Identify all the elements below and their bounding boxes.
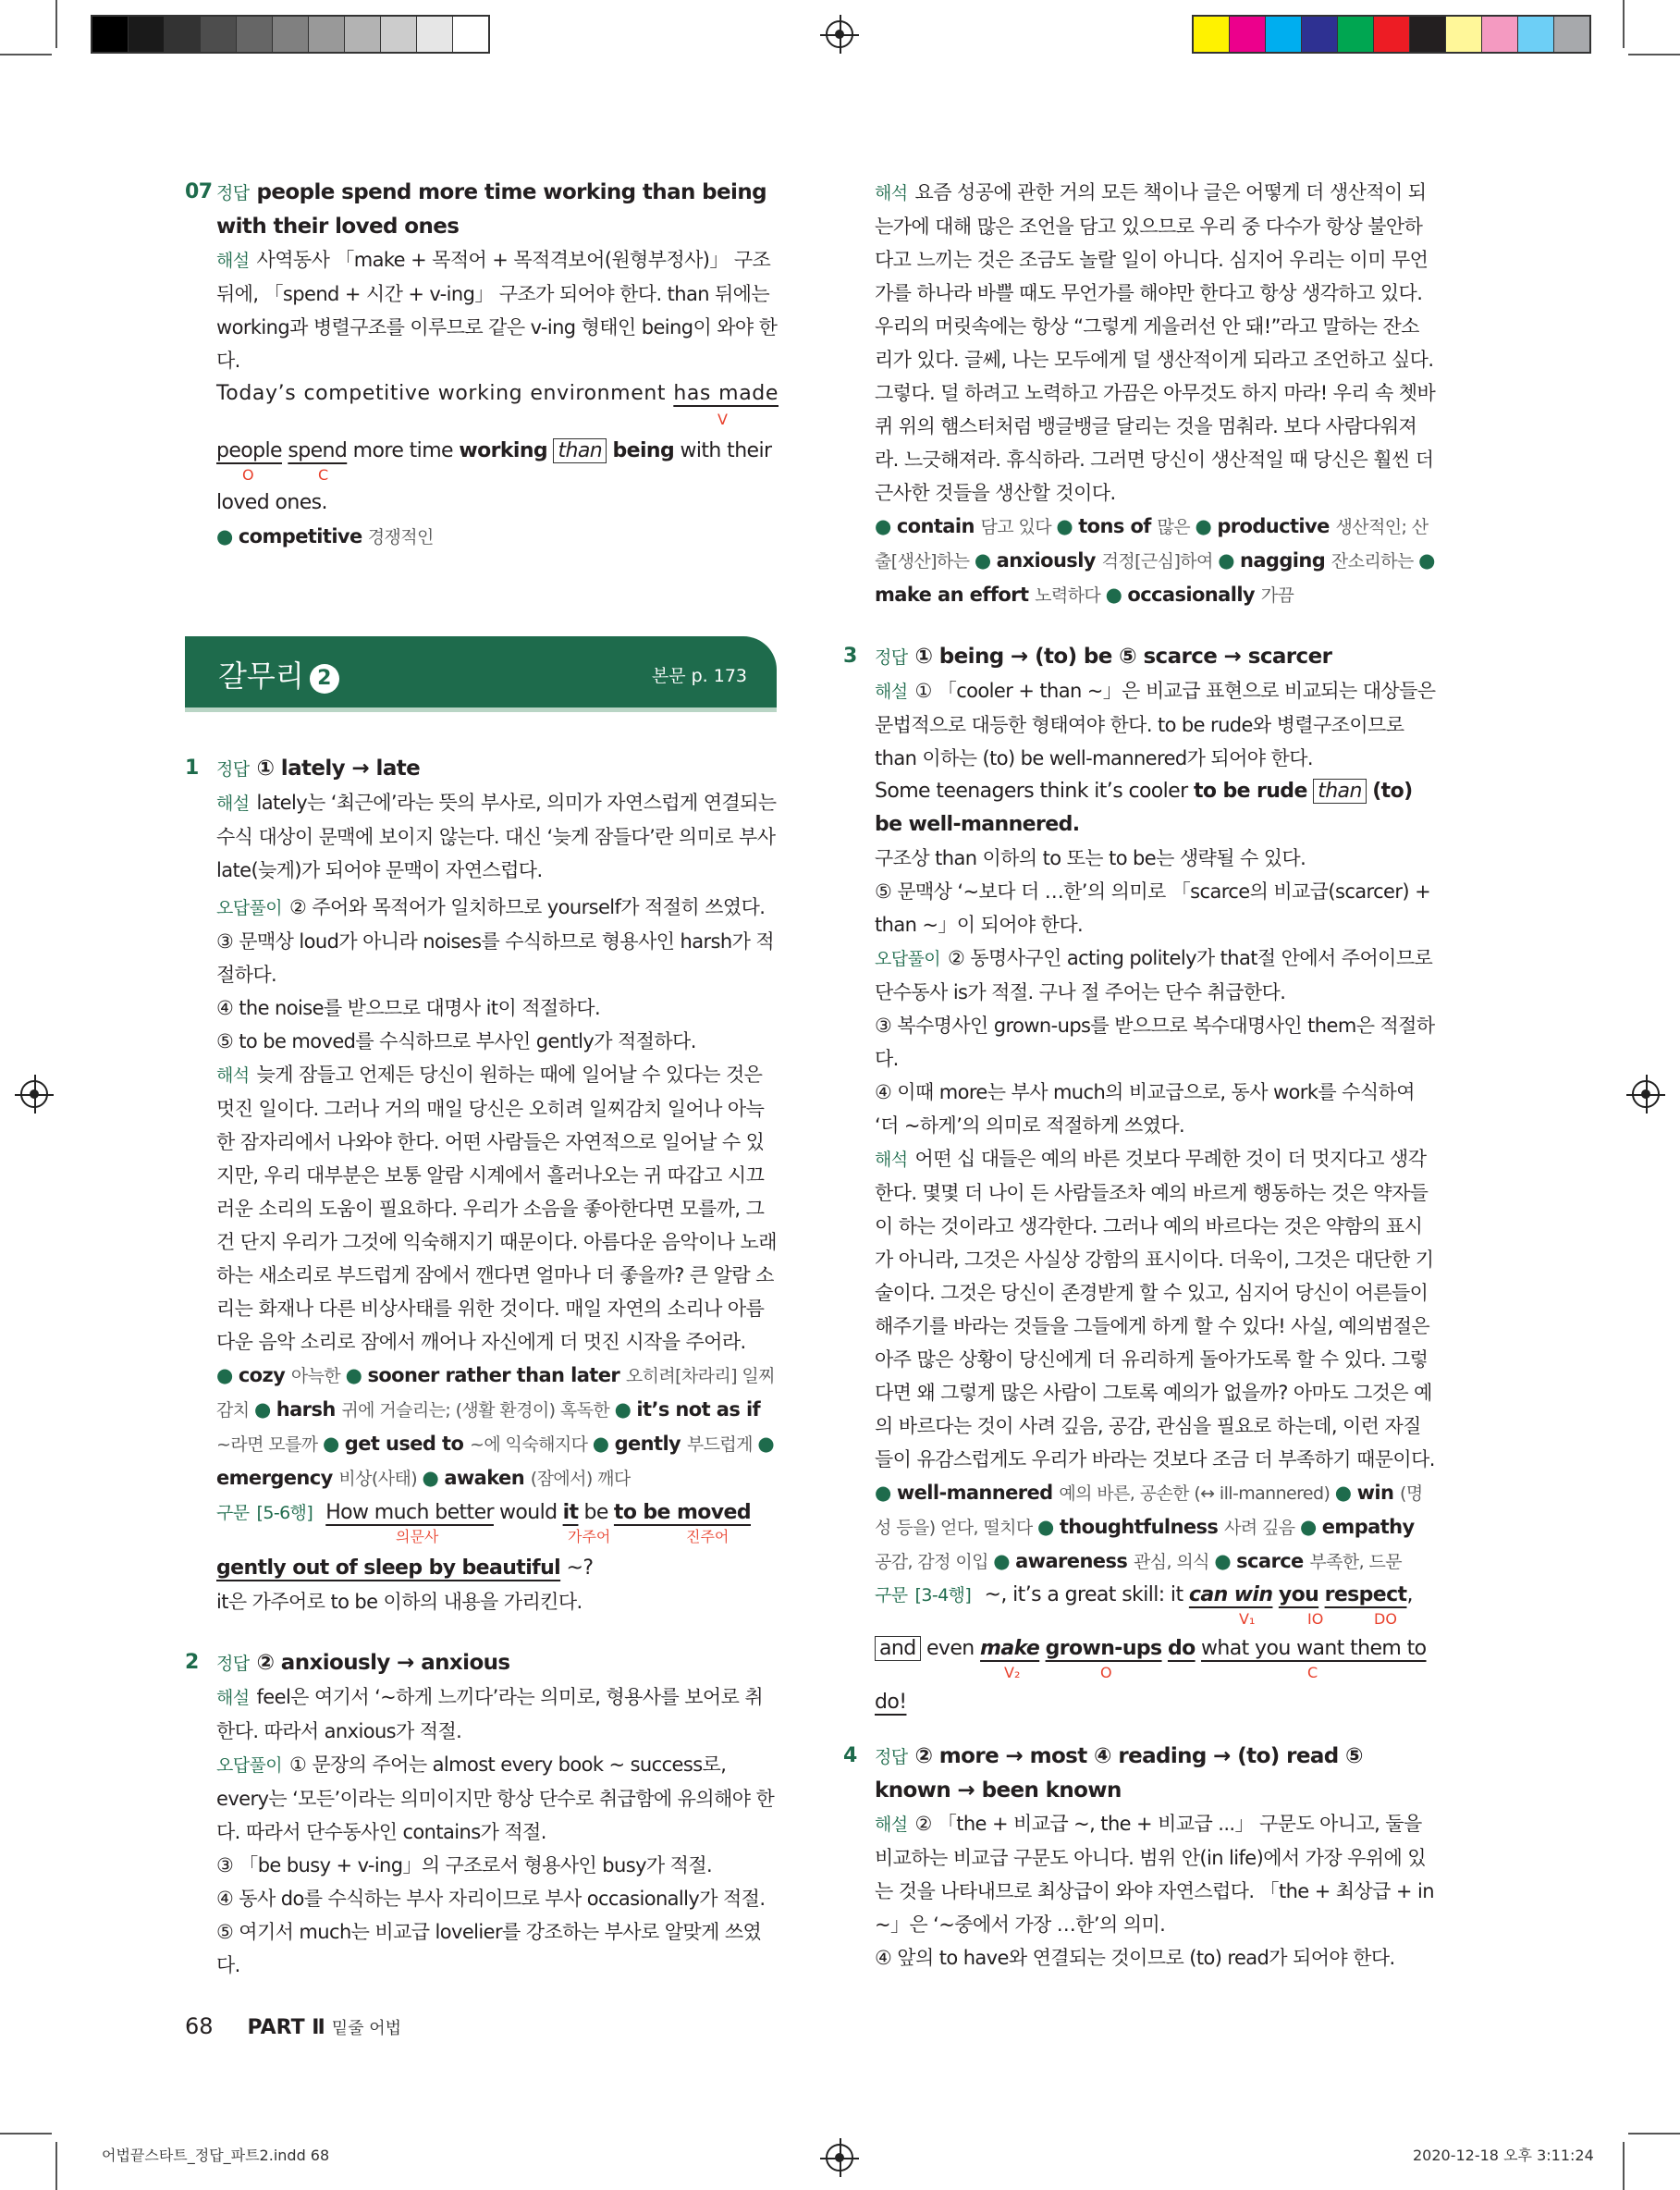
vocab-word: awareness bbox=[1015, 1550, 1134, 1572]
bullet-icon: ● bbox=[345, 1364, 368, 1386]
vocab-gloss: 잔소리하는 bbox=[1331, 551, 1419, 572]
bullet-icon: ● bbox=[757, 1433, 775, 1455]
tag-o: O bbox=[242, 466, 254, 484]
color-swatch bbox=[1194, 17, 1230, 52]
color-swatch bbox=[1374, 17, 1410, 52]
color-swatch bbox=[1554, 17, 1589, 52]
registration-mark-icon bbox=[20, 1080, 48, 1108]
crop-mark bbox=[1623, 0, 1625, 48]
bullet-icon: ● bbox=[875, 1482, 897, 1504]
vocab-gloss: 오히려[차라리] 일찌감치 bbox=[216, 1366, 775, 1421]
color-swatch bbox=[381, 17, 417, 52]
gray-color-bar bbox=[91, 15, 490, 54]
crop-mark bbox=[0, 54, 52, 55]
vocab-word: tons of bbox=[1078, 515, 1158, 537]
color-swatch bbox=[1482, 17, 1518, 52]
bullet-icon: ● bbox=[614, 1398, 637, 1421]
vocab-gloss: 아늑한 bbox=[290, 1366, 346, 1386]
vocab-word: anxiously bbox=[996, 549, 1102, 572]
vocab-word: thoughtfulness bbox=[1059, 1516, 1225, 1538]
color-swatch bbox=[273, 17, 309, 52]
structure-sentence: 구문 [3-4행] ~, it’s a great skill: it can win you respect, bbox=[875, 1583, 1413, 1606]
bullet-icon: ● bbox=[253, 1398, 276, 1421]
color-swatch bbox=[1230, 17, 1266, 52]
banner-page-ref: 본문 p. 173 bbox=[651, 666, 747, 686]
vocab-gloss: 많은 bbox=[1157, 517, 1196, 537]
question-3: 3 정답 ① being → (to) be ⑤ scarce → scarcer 해설 ① 「cooler + than ~」은 비교급 표현으로 비교되는 대상들은 문법적으로 대등한 형태여야 한다. to be rude와 병렬구조이므로 than 이하는 (to) be well-mannered가 되어야 한다. Some teenagers think it’s cooler to be rude than (to) be well-mannered. 구조상 than 이하의 to 또는 to be는 생략될 수 있다. ⑤ 문맥상 ‘~보다 더 …한’의 의미로 「scarce의 비교급(scarcer) + than ~」이 되어야 한다. 오답풀이 ② 동명사구인 acting politely가 that절 안에서 주어이므로 단수동사 is가 적절. 구나 절 주어는 단수 취급한다. ③ 복수명사인 grown-ups를 받으므로 복수대명사인 them은 적절하다. ④ 이때 more는 부사 much의 비교급으로, 동사 work를 수식하여 ‘더 ~하게’의 의미로 적절하게 쓰였다. 해석 어떤 십 대들은 예의 바른 것보다 무례한 것이 더 멋지다고 생각한다. 몇몇 더 나이 든 사람들조차 예의 바르게 행동하는 것은 약자들이 하는 것이라고 생각한다. 그러나 예의 바르다는 것은 약함의 표시가 아니라, 그것은 사실상 강함의 표시이다. 더욱이, 그것은 대단한 기술이다. 그것은 당신이 존경받게 할 수 있고, 심지어 당신이 어른들이 해주기를 바라는 것들을 그들에게 하게 할 수 있다! 사실, 예의범절은 아주 많은 상황이 당신에게 더 유리하게 돌아가도록 할 수 있다. 그렇다면 왜 그렇게 많은 사람이 그토록 예의가 없을까? 아마도 그것은 예의 바르다는 것이 사려 깊음, 공감, 관심을 필요로 하는데, 이런 자질들이 유감스럽게도 우리가 바라는 것보다 조금 더 부족하기 때문이다. ● well-mannered 예의 바른, 공손한 (↔ ill-mannered) ● win (명성 등을) 얻다, 떨치다 ● thoughtfulness 사려 깊음 ● empathy 공감, 감정 이입 ● awareness 관심, 의식 ● scarce 부족한, 드문 구문 [3-4행] ~, it’s a great skill: it can win you respect, V₁ IO DO and even make grown-ups do what you want them to V₂ O C do! bbox=[843, 645, 1436, 1714]
color-swatch bbox=[165, 17, 201, 52]
vocab-word: it’s not as if bbox=[636, 1398, 761, 1421]
slug-date: 2020-12-18 오후 3:11:24 bbox=[1413, 2147, 1594, 2164]
color-swatch bbox=[1338, 17, 1374, 52]
crop-mark bbox=[1623, 2142, 1625, 2190]
question-1: 1 정답 ① lately → late 해설 lately는 ‘최근에’라는 뜻의 부사로, 의미가 자연스럽게 연결되는 수식 대상이 문맥에 보이지 않는다. 대신 ‘늦게 잠들다’란 의미로 부사 late(늦게)가 되어야 문맥이 자연스럽다. 오답풀이 ② 주어와 목적어가 일치하므로 yourself가 적절히 쓰였다. ③ 문맥상 loud가 아니라 noises를 수식하므로 형용사인 harsh가 적절하다. ④ the noise를 받으므로 대명사 it이 적절하다. ⑤ to be moved를 수식하므로 부사인 gently가 적절하다. 해석 늦게 잠들고 언제든 당신이 원하는 때에 일어날 수 있다는 것은 멋진 일이다. 그러나 거의 매일 당신은 오히려 일찌감치 일어나 아늑한 잠자리에서 나와야 한다. 어떤 사람들은 자연적으로 일어날 수 있지만, 우리 대부분은 보통 알람 시계에서 흘러나오는 귀 따갑고 시끄러운 소리의 도움이 필요하다. 우리가 소음을 좋아한다면 모를까, 그건 단지 우리가 그것에 익숙해지기 때문이다. 아름다운 음악이나 노래하는 새소리로 부드럽게 잠에서 깬다면 얼마나 더 좋을까? 큰 알람 소리는 화재나 다른 비상사태를 위한 것이다. 매일 자연의 소리나 아름다운 음악 소리로 잠에서 깨어나 자신에게 더 멋진 시작을 주어라. ● cozy 아늑한 ● sooner rather than later 오히려[차라리] 일찌감치 ● harsh 귀에 거슬리는; (생활 환경이) 혹독한 ● it’s not as if ~라면 모를까 ● get used to ~에 익숙해지다 ● gently 부드럽게 ● emergency 비상(사태) ● awaken (잠에서) 깨다 구문 [5-6행] How much better would it be to be moved 의문사 가주어 진주어 gently out of sleep by beautiful ~? it은 가주어로 to be 이하의 내용을 가리킨다. bbox=[216, 752, 779, 1618]
question-07: 07 정답 people spend more time working than being with their loved ones 해설 사역동사 「make + 목적어 + 목적격보어(원형부정사)」 구조 뒤에, 「spend + 시간 + v-ing」 구조가 되어야 한다. than 뒤에는 working과 병렬구조를 이루므로 같은 v-ing 형태인 being이 와야 한다. Today’s competitive working environment has made V people spend more time working than being with their O C loved ones. ● competitive 경쟁적인 bbox=[216, 176, 779, 554]
bullet-icon: ● bbox=[1195, 515, 1218, 537]
vocab-word: well-mannered bbox=[896, 1482, 1060, 1504]
vocab-gloss: ~라면 모를까 bbox=[216, 1434, 323, 1455]
bullet-icon: ● bbox=[875, 515, 897, 537]
vocab-list bbox=[875, 1476, 1437, 1579]
crop-mark bbox=[55, 0, 57, 48]
bullet-icon: ● bbox=[1214, 1550, 1237, 1572]
vocab-word: cozy bbox=[238, 1364, 291, 1386]
question-2: 2 정답 ② anxiously → anxious 해설 feel은 여기서 ‘~하게 느끼다’라는 의미로, 형용사를 보어로 취한다. 따라서 anxious가 적절. 오답풀이 ① 문장의 주어는 almost every book ~ success로, every는 ‘모든’이라는 의미이지만 항상 단수로 취급함에 유의해야 한다. 따라서 단수동사인 contains가 적절. ③ 「be busy + v-ing」의 구조로서 형용사인 busy가 적절. ④ 동사 do를 수식하는 부사 자리이므로 부사 occasionally가 적절. ⑤ 여기서 much는 비교급 lovelier를 강조하는 부사로 알맞게 쓰였다. bbox=[185, 1651, 775, 1976]
bullet-icon: ● bbox=[592, 1433, 615, 1455]
vocab-gloss: 귀에 거슬리는; (생활 환경이) 혹독한 bbox=[341, 1400, 615, 1421]
vocab-word: make an effort bbox=[875, 584, 1036, 606]
translation-07: 해석 요즘 성공에 관한 거의 모든 책이나 글은 어떻게 더 생산적이 되는가에 대해 많은 조언을 담고 있으므로 우리 중 다수가 항상 불안하다고 느끼는 것은 조금도 놀랄 일이 아니다. 심지어 우리는 이미 무언가를 하나라 바쁠 때도 무언가를 해야만 한다고 항상 생각하고 있다. 우리의 머릿속에는 항상 “그렇게 게을러선 안 돼!”라고 말하는 잔소리가 있다. 글쎄, 나는 모두에게 덜 생산적이게 되라고 조언하고 싶다. 그렇다. 덜 하려고 노력하고 가끔은 아무것도 하지 마라! 우리 속 쳇바퀴 위의 햄스터처럼 뱅글뱅글 달리는 것을 멈춰라. 보다 사람다워져라. 느긋해져라. 휴식하라. 그러면 당신이 생산적일 때 당신은 훨씬 더 근사한 것들을 생산할 것이다. bbox=[875, 181, 1436, 504]
part-title: 밑줄 어법 bbox=[331, 2019, 402, 2038]
vocab-word: awaken bbox=[444, 1467, 531, 1489]
color-swatch bbox=[237, 17, 273, 52]
vocab-gloss: 담고 있다 bbox=[980, 517, 1057, 537]
color-swatch bbox=[309, 17, 345, 52]
example-sentence-line2: people spend more time working than being with their bbox=[216, 439, 772, 462]
explain-text: 사역동사 「make + 목적어 + 목적격보어(원형부정사)」 구조 뒤에, 「spend + 시간 + v-ing」 구조가 되어야 한다. than 뒤에는 working과 병렬구조를 이루므로 같은 v-ing 형태인 being이 와야 한다. bbox=[216, 249, 778, 372]
color-swatch bbox=[453, 17, 488, 52]
underlined-verb: has made bbox=[673, 382, 779, 405]
bullet-icon: ● bbox=[974, 549, 997, 572]
answer-label: 정답 bbox=[216, 183, 250, 203]
structure-sentence: 구문 [5-6행] How much better would it be to be moved bbox=[216, 1501, 751, 1524]
registration-mark-icon bbox=[826, 20, 853, 48]
registration-mark-icon bbox=[826, 2144, 853, 2172]
vocab-word: productive bbox=[1217, 515, 1336, 537]
vocab-gloss: (명성 등을) 얻다, 떨치다 bbox=[875, 1483, 1423, 1538]
bullet-icon: ● bbox=[1056, 515, 1079, 537]
page-number: 68 bbox=[185, 2013, 214, 2039]
tag-v: V bbox=[717, 411, 728, 428]
color-swatch bbox=[92, 17, 129, 52]
bullet-icon: ● bbox=[1105, 584, 1128, 606]
question-4: 4 정답 ② more → most ④ reading → (to) read ⑤ known → been known 해설 ② 「the + 비교급 ~, the + 비교급 ...」 구문도 아니고, 둘을 비교하는 비교급 구문도 아니다. 범위 안(in life)에서 가장 우위에 있는 것을 나타내므로 최상급이 와야 자연스럽다. 「the + 최상급 + in ~」은 ‘~중에서 가장 …한’의 의미. ④ 앞의 to have와 연결되는 것이므로 (to) read가 되어야 한다. bbox=[843, 1744, 1434, 1969]
vocab-word: gently bbox=[614, 1433, 687, 1455]
color-swatch bbox=[1266, 17, 1302, 52]
process-color-bar bbox=[1192, 15, 1591, 54]
vocab-gloss: ~에 익숙해지다 bbox=[470, 1434, 593, 1455]
vocab-gloss: 사려 깊음 bbox=[1224, 1518, 1300, 1538]
crop-mark bbox=[1628, 54, 1680, 55]
banner-number: 2 bbox=[310, 664, 339, 694]
section-banner bbox=[185, 636, 777, 707]
bullet-icon: ● bbox=[1334, 1482, 1357, 1504]
left-column bbox=[185, 176, 779, 554]
vocab-word: scarce bbox=[1236, 1550, 1310, 1572]
crop-mark bbox=[1628, 2133, 1680, 2135]
bullet-icon: ● bbox=[1299, 1516, 1322, 1538]
registration-mark-icon bbox=[1632, 1080, 1660, 1108]
vocab-word: contain bbox=[896, 515, 981, 537]
vocab-list bbox=[875, 510, 1437, 612]
vocab-word: emergency bbox=[216, 1467, 339, 1489]
color-swatch bbox=[1302, 17, 1338, 52]
page-footer bbox=[185, 2013, 401, 2039]
vocab-list: ● competitive 경쟁적인 bbox=[216, 525, 434, 548]
banner-title: 갈무리 bbox=[218, 658, 304, 694]
slug-file: 어법끝스타트_정답_파트2.indd 68 bbox=[102, 2147, 330, 2164]
vocab-word: harsh bbox=[276, 1398, 342, 1421]
crop-mark bbox=[55, 2142, 57, 2190]
vocab-gloss: 예의 바른, 공손한 (↔ ill-mannered) bbox=[1059, 1483, 1335, 1504]
example-sentence: Some teenagers think it’s cooler to be rude than (to) be well-mannered. bbox=[875, 780, 1413, 836]
bullet-icon: ● bbox=[322, 1433, 345, 1455]
left-column-lower bbox=[185, 752, 779, 1982]
part-label: PART Ⅱ bbox=[247, 2016, 325, 2039]
color-swatch bbox=[1518, 17, 1554, 52]
vocab-gloss: 비상(사태) bbox=[338, 1469, 423, 1489]
tag-c: C bbox=[318, 466, 329, 484]
color-swatch bbox=[345, 17, 381, 52]
color-swatch bbox=[201, 17, 237, 52]
vocab-gloss: 부족한, 드문 bbox=[1309, 1552, 1403, 1572]
vocab-gloss: 관심, 의식 bbox=[1133, 1552, 1215, 1572]
vocab-gloss: 부드럽게 bbox=[686, 1434, 758, 1455]
example-sentence: Today’s competitive working environment has made bbox=[216, 382, 779, 405]
bullet-icon: ● bbox=[1037, 1516, 1060, 1538]
color-swatch bbox=[1446, 17, 1482, 52]
bullet-icon: ● bbox=[1218, 549, 1241, 572]
vocab-list bbox=[216, 1359, 779, 1495]
vocab-gloss: 공감, 감정 이입 bbox=[875, 1552, 994, 1572]
vocab-word: sooner rather than later bbox=[367, 1364, 626, 1386]
right-column bbox=[843, 176, 1437, 1975]
bullet-icon: ● bbox=[993, 1550, 1016, 1572]
crop-mark bbox=[0, 2133, 52, 2135]
vocab-word: empathy bbox=[1321, 1516, 1415, 1538]
answer-text: people spend more time working than being with their loved ones bbox=[216, 180, 766, 239]
vocab-word: get used to bbox=[344, 1433, 471, 1455]
color-swatch bbox=[129, 17, 165, 52]
bullet-icon: ● bbox=[216, 1364, 239, 1386]
banner-underline bbox=[185, 707, 777, 712]
vocab-word: nagging bbox=[1240, 549, 1331, 572]
vocab-gloss: 생산적인; 산출[생산]하는 bbox=[875, 517, 1429, 572]
vocab-gloss: (잠에서) 깨다 bbox=[530, 1469, 631, 1489]
vocab-gloss: 걱정[근심]하여 bbox=[1101, 551, 1219, 572]
vocab-word: occasionally bbox=[1127, 584, 1261, 606]
color-swatch bbox=[417, 17, 453, 52]
explain-label: 해설 bbox=[216, 251, 250, 271]
color-swatch bbox=[1410, 17, 1446, 52]
bullet-icon: ● bbox=[1418, 549, 1435, 572]
bullet-icon: ● bbox=[422, 1467, 445, 1489]
vocab-gloss: 가끔 bbox=[1260, 585, 1294, 606]
question-number: 07 bbox=[185, 180, 213, 203]
vocab-word: win bbox=[1356, 1482, 1401, 1504]
vocab-gloss: 노력하다 bbox=[1035, 585, 1106, 606]
